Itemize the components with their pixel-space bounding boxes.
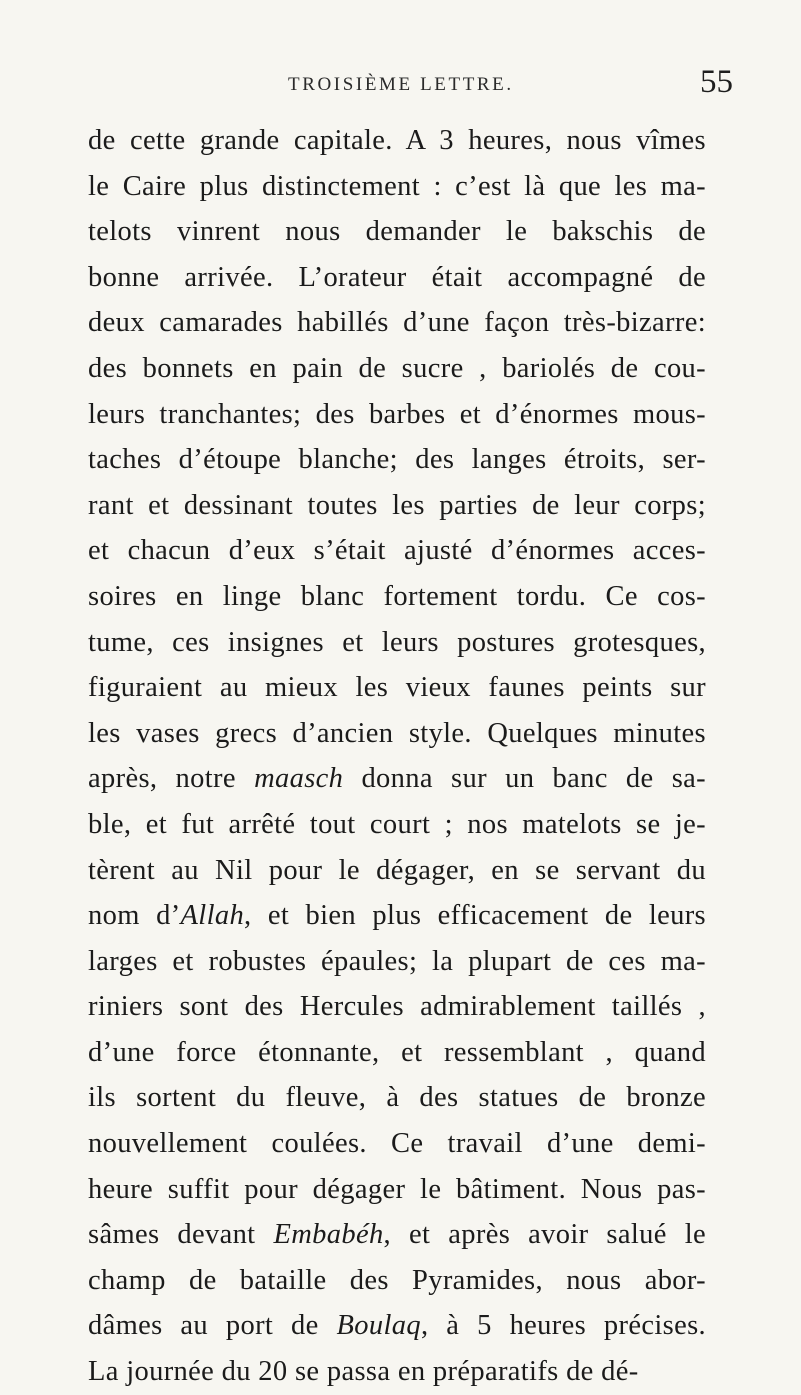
text-run: figuraient au mieux les vieux faunes peints sur <box>88 672 706 704</box>
italic-term: Allah <box>180 900 245 932</box>
text-run: La journée du 20 se passa en préparatifs de dé- <box>88 1356 639 1388</box>
text-run: deux camarades habillés d’une façon très-bizarre: <box>88 307 706 339</box>
text-run: , et après avoir salué le <box>383 1219 706 1251</box>
text-line <box>88 437 706 483</box>
text-run: soires en linge blanc fortement tordu. Ce cos- <box>88 580 706 612</box>
text-run: nouvellement coulées. Ce travail d’une demi- <box>88 1128 706 1160</box>
text-run: d’une force étonnante, et ressemblant , quand <box>88 1036 706 1068</box>
text-run: le Caire plus distinctement : c’est là que les ma- <box>88 170 706 202</box>
text-line <box>88 1167 706 1213</box>
text-run: les vases grecs d’ancien style. Quelques minutes <box>88 717 706 749</box>
text-run: ils sortent du fleuve, à des statues de bronze <box>88 1082 706 1114</box>
text-line <box>88 209 706 255</box>
text-line <box>88 483 706 529</box>
text-run: heure suffit pour dégager le bâtiment. Nous pas- <box>88 1173 706 1205</box>
text-run: des bonnets en pain de sucre , bariolés de cou- <box>88 352 706 384</box>
text-run: après, notre <box>88 763 255 795</box>
page-number: 55 <box>700 64 733 100</box>
text-line <box>88 346 706 392</box>
text-line <box>88 711 706 757</box>
body-text <box>88 118 706 1395</box>
italic-term: Boulaq <box>336 1310 421 1342</box>
text-run: telots vinrent nous demander le bakschis de <box>88 216 706 248</box>
text-run: rant et dessinant toutes les parties de leur corps; <box>88 489 706 521</box>
text-line <box>88 756 706 802</box>
text-line <box>88 1121 706 1167</box>
text-line <box>88 574 706 620</box>
text-line <box>88 1030 706 1076</box>
running-head <box>0 62 801 102</box>
text-line <box>88 118 706 164</box>
text-line <box>88 300 706 346</box>
text-line <box>88 164 706 210</box>
text-run: larges et robustes épaules; la plupart de ces ma- <box>88 945 706 977</box>
text-run: et chacun d’eux s’était ajusté d’énormes acces- <box>88 535 706 567</box>
text-line <box>88 1075 706 1121</box>
text-run: champ de bataille des Pyramides, nous abor- <box>88 1264 706 1296</box>
text-line <box>88 1303 706 1349</box>
text-line <box>88 984 706 1030</box>
text-run: donna sur un banc de sa- <box>343 763 706 795</box>
text-run: ble, et fut arrêté tout court ; nos matelots se je- <box>88 808 706 840</box>
text-line <box>88 665 706 711</box>
text-run: bonne arrivée. L’orateur était accompagné de <box>88 261 706 293</box>
text-line <box>88 1212 706 1258</box>
text-run: , et bien plus efficacement de leurs <box>244 900 706 932</box>
text-line <box>88 802 706 848</box>
text-line <box>88 848 706 894</box>
italic-term: Embabéh <box>273 1219 384 1251</box>
text-run: , à 5 heures précises. <box>420 1310 706 1342</box>
text-run: riniers sont des Hercules admirablement taillés , <box>88 991 706 1023</box>
text-line <box>88 939 706 985</box>
italic-term: maasch <box>254 763 344 795</box>
text-line <box>88 1258 706 1304</box>
text-line <box>88 255 706 301</box>
text-run: leurs tranchantes; des barbes et d’énormes mous- <box>88 398 706 430</box>
text-run: tèrent au Nil pour le dégager, en se servant du <box>88 854 706 886</box>
text-run: nom d’ <box>88 900 181 932</box>
text-line <box>88 392 706 438</box>
running-head-title: TROISIÈME LETTRE. <box>288 74 514 95</box>
text-line <box>88 893 706 939</box>
text-run: taches d’étoupe blanche; des langes étroits, ser- <box>88 444 706 476</box>
text-line <box>88 1349 706 1395</box>
text-run: sâmes devant <box>88 1219 274 1251</box>
text-line <box>88 528 706 574</box>
text-line <box>88 620 706 666</box>
text-run: dâmes au port de <box>88 1310 337 1342</box>
text-run: tume, ces insignes et leurs postures grotesques, <box>88 626 706 658</box>
text-run: de cette grande capitale. A 3 heures, nous vîmes <box>88 125 706 156</box>
